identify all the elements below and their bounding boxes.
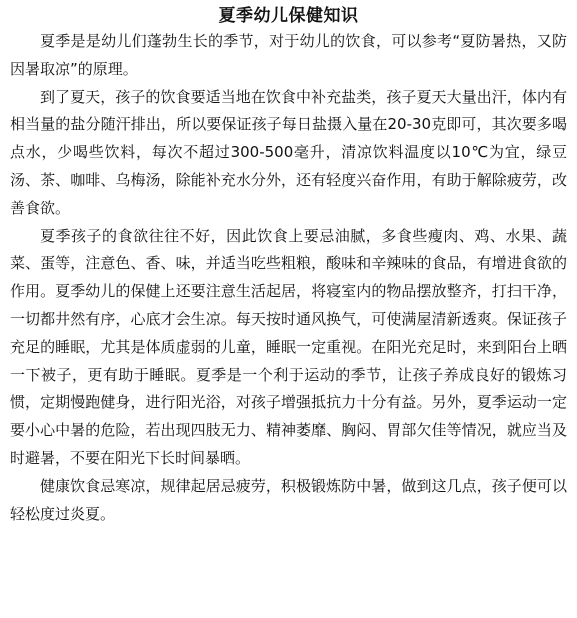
paragraph-1: 夏季是是幼儿们蓬勃生长的季节，对于幼儿的饮食，可以参考“夏防暑热，又防因暑取凉”的原理。 <box>10 32 567 78</box>
document-title: 夏季幼儿保健知识 <box>218 6 359 26</box>
paragraph-2: 到了夏天，孩子的饮食要适当地在饮食中补充盐类，孩子夏天大量出汗，体内有相当量的盐分随汗排出，所以要保证孩子每日盐摄入量在20-30克即可，其次要多喝点水，少喝些饮料，每次不超过300-500毫升，清凉饮料温度以10℃为宜，绿豆汤、茶、咖啡、乌梅汤，除能补充水分外，还有轻度兴奋作用，有助于解除疲劳，改善食欲。 <box>10 87 567 217</box>
paragraph-4: 健康饮食忌寒凉，规律起居忌疲劳，积极锻炼防中暑，做到这几点，孩子便可以轻松度过炎夏。 <box>10 476 567 523</box>
paragraph-3: 夏季孩子的食欲往往不好，因此饮食上要忌油腻，多食些瘦肉、鸡、水果、蔬菜、蛋等，注意色、香、味，并适当吃些粗粮，酸味和辛辣味的食品，有增进食欲的作用。夏季幼儿的保健上还要注意生活起居，将寝室内的物品摆放整齐，打扫干净，一切都井然有序，心底才会生凉。每天按时通风换气，可使满屋清新透爽。保证孩子充足的睡眠，尤其是体质虚弱的儿童，睡眠一定重视。在阳光充足时，来到阳台上晒一下被子，更有助于睡眠。夏季是一个利于运动的季节，让孩子养成良好的锻炼习惯，定期慢跑健身，进行阳光浴，对孩子增强抵抗力十分有益。另外，夏季运动一定要小心中暑的危险，若出现四肢无力、精神萎靡、胸闷、胃部欠佳等情况，就应当及时避暑，不要在阳光下长时间暴晒。 <box>10 226 567 467</box>
